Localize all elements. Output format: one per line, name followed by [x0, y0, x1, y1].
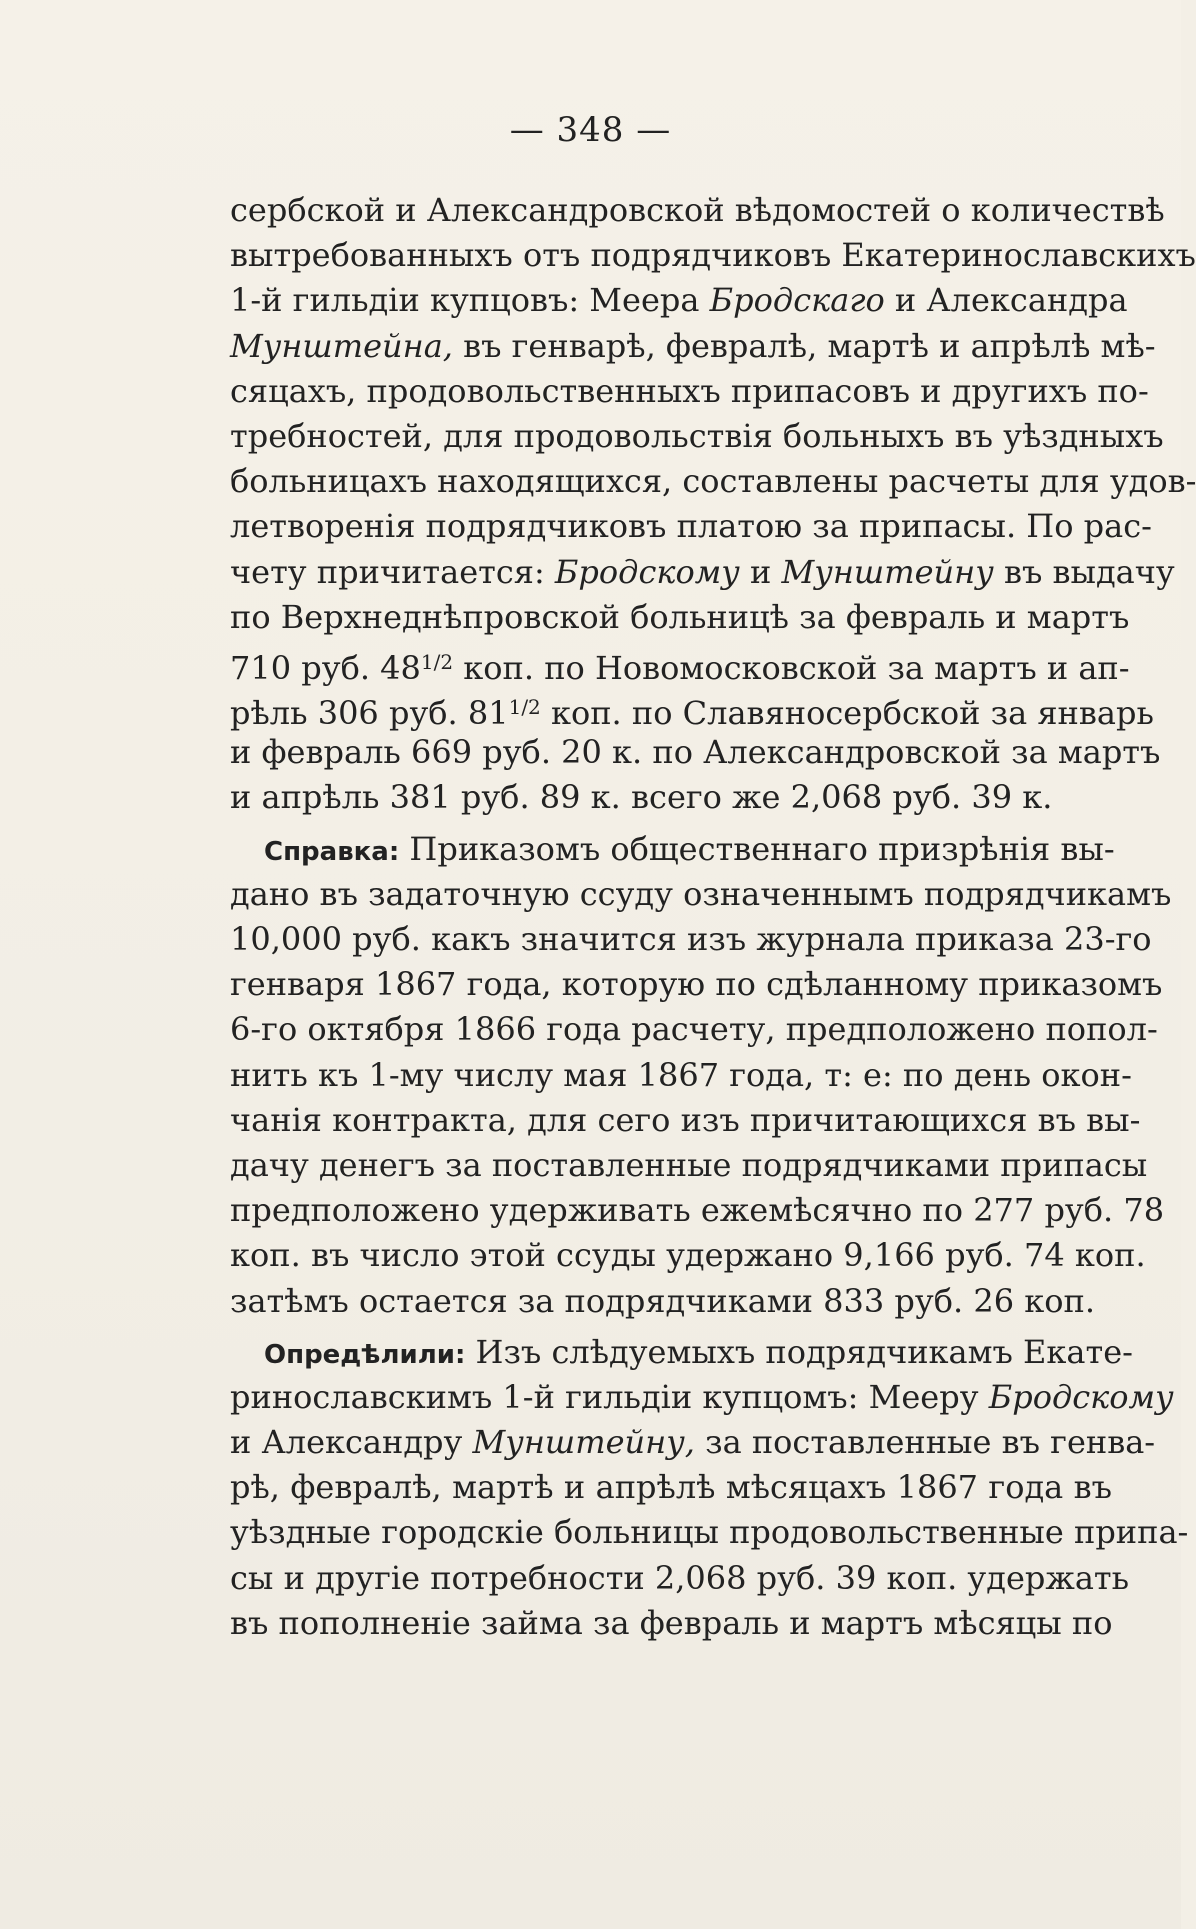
text-span: сы и другіе потребности 2,068 руб. 39 коп. удержать — [230, 1558, 1130, 1597]
text-line — [230, 1556, 1130, 1601]
text-line — [230, 1601, 1112, 1646]
text-span: Изъ слѣдуемыхъ подрядчикамъ Екате- — [465, 1332, 1133, 1371]
text-line — [230, 188, 1165, 233]
text-line — [230, 550, 1175, 595]
text-line — [230, 1098, 1141, 1143]
text-span: вытребованныхъ отъ подрядчиковъ Екатеринославскихъ — [230, 236, 1196, 275]
text-span: ринославскимъ 1-й гильдіи купцомъ: Мееру — [230, 1377, 989, 1416]
text-line — [230, 1279, 1112, 1324]
paragraph-lead: Справка: — [264, 836, 400, 867]
text-span: нить къ 1-му числу мая 1867 года, т: е: по день окон- — [230, 1055, 1132, 1094]
text-line — [230, 775, 1112, 820]
text-line — [230, 1420, 1156, 1465]
text-span: и Александра — [884, 281, 1128, 320]
text-span: чету причитается: — [230, 552, 555, 591]
page-number: — 348 — — [509, 110, 672, 150]
text-line — [230, 278, 1128, 323]
text-span: дачу денегъ за поставленные подрядчиками припасы — [230, 1145, 1148, 1184]
text-span: затѣмъ остается за подрядчиками 833 руб. 26 коп. — [230, 1281, 1095, 1320]
text-line — [230, 1375, 1174, 1420]
text-line — [230, 1233, 1146, 1278]
text-line — [230, 917, 1152, 962]
text-span: генваря 1867 года, которую по сдѣланному приказомъ — [230, 965, 1163, 1004]
text-line — [230, 414, 1164, 459]
text-line — [230, 1143, 1148, 1188]
text-span: требностей, для продовольствія больныхъ въ уѣздныхъ — [230, 416, 1164, 455]
text-span: за поставленные въ генва- — [694, 1423, 1156, 1462]
text-span: коп. по Новомосковской за мартъ и ап- — [453, 648, 1130, 687]
text-line — [230, 324, 1156, 369]
italic-name: Бродскому — [554, 552, 740, 591]
text-span: 710 руб. 48 — [230, 648, 421, 687]
text-line — [230, 504, 1152, 549]
text-span: и — [739, 552, 782, 591]
text-span: рѣль 306 руб. 81 — [230, 694, 509, 733]
text-span: и Александру — [230, 1423, 473, 1462]
text-line — [230, 640, 1130, 687]
text-span: по Верхнеднѣпровской больницѣ за февраль и мартъ — [230, 597, 1130, 636]
text-span: въ выдачу — [993, 552, 1175, 591]
text-span: дано въ задаточную ссуду означеннымъ подрядчикамъ — [230, 874, 1172, 913]
paragraph-lead: Опредѣлили: — [264, 1339, 466, 1370]
text-line — [230, 1510, 1189, 1555]
text-line — [230, 459, 1196, 504]
page-text — [230, 188, 1196, 1646]
text-line — [230, 685, 1154, 733]
text-span: 6-го октября 1866 года расчету, предположено попол- — [230, 1010, 1158, 1049]
text-span: въ генварѣ, февралѣ, мартѣ и апрѣлѣ мѣ- — [452, 326, 1156, 365]
text-line — [230, 962, 1163, 1007]
text-span: предположено удерживать ежемѣсячно по 277 руб. 78 — [230, 1191, 1165, 1230]
text-line — [230, 1465, 1112, 1510]
italic-name: Бродскому — [988, 1377, 1174, 1416]
italic-name: Мунштейну — [781, 552, 994, 591]
text-line — [230, 730, 1161, 775]
italic-name: Мунштейну, — [472, 1423, 695, 1462]
text-span: коп. въ число этой ссуды удержано 9,166 руб. 74 коп. — [230, 1236, 1146, 1275]
text-line — [230, 369, 1149, 414]
text-line — [230, 1007, 1158, 1052]
text-span: коп. по Славяносербской за январь — [540, 694, 1154, 733]
italic-name: Бродскаго — [709, 281, 885, 320]
text-span: 1-й гильдіи купцовъ: Меера — [230, 281, 710, 320]
text-span: въ пополненіе займа за февраль и мартъ мѣсяцы по — [230, 1603, 1113, 1642]
text-line — [230, 1330, 1133, 1375]
text-line — [230, 827, 1115, 872]
fraction: 1/2 — [508, 695, 541, 720]
text-span: и апрѣль 381 руб. 89 к. всего же 2,068 руб. 39 к. — [230, 778, 1053, 817]
text-span: летворенія подрядчиковъ платою за припасы. По рас- — [230, 507, 1152, 546]
text-line — [230, 595, 1130, 640]
text-span: рѣ, февралѣ, мартѣ и апрѣлѣ мѣсяцахъ 1867 года въ — [230, 1468, 1112, 1507]
text-span: уѣздные городскіе больницы продовольственные припа- — [230, 1513, 1189, 1552]
text-span: 10,000 руб. какъ значится изъ журнала приказа 23-го — [230, 920, 1152, 958]
text-line — [230, 872, 1172, 917]
text-line — [230, 1188, 1165, 1233]
text-span: чанія контракта, для сего изъ причитающихся въ вы- — [230, 1100, 1141, 1139]
text-line — [230, 1053, 1132, 1098]
text-span: сербской и Александровской вѣдомостей о количествѣ — [230, 191, 1165, 229]
italic-name: Мунштейна, — [230, 326, 453, 365]
text-span: и февраль 669 руб. 20 к. по Александровской за мартъ — [230, 733, 1161, 772]
text-span: больницахъ находящихся, составлены расчеты для удов- — [230, 462, 1196, 501]
text-line — [230, 233, 1196, 278]
text-span: сяцахъ, продовольственныхъ припасовъ и другихъ по- — [230, 371, 1149, 410]
fraction: 1/2 — [420, 649, 454, 674]
text-span: Приказомъ общественнаго призрѣнія вы- — [399, 829, 1115, 868]
